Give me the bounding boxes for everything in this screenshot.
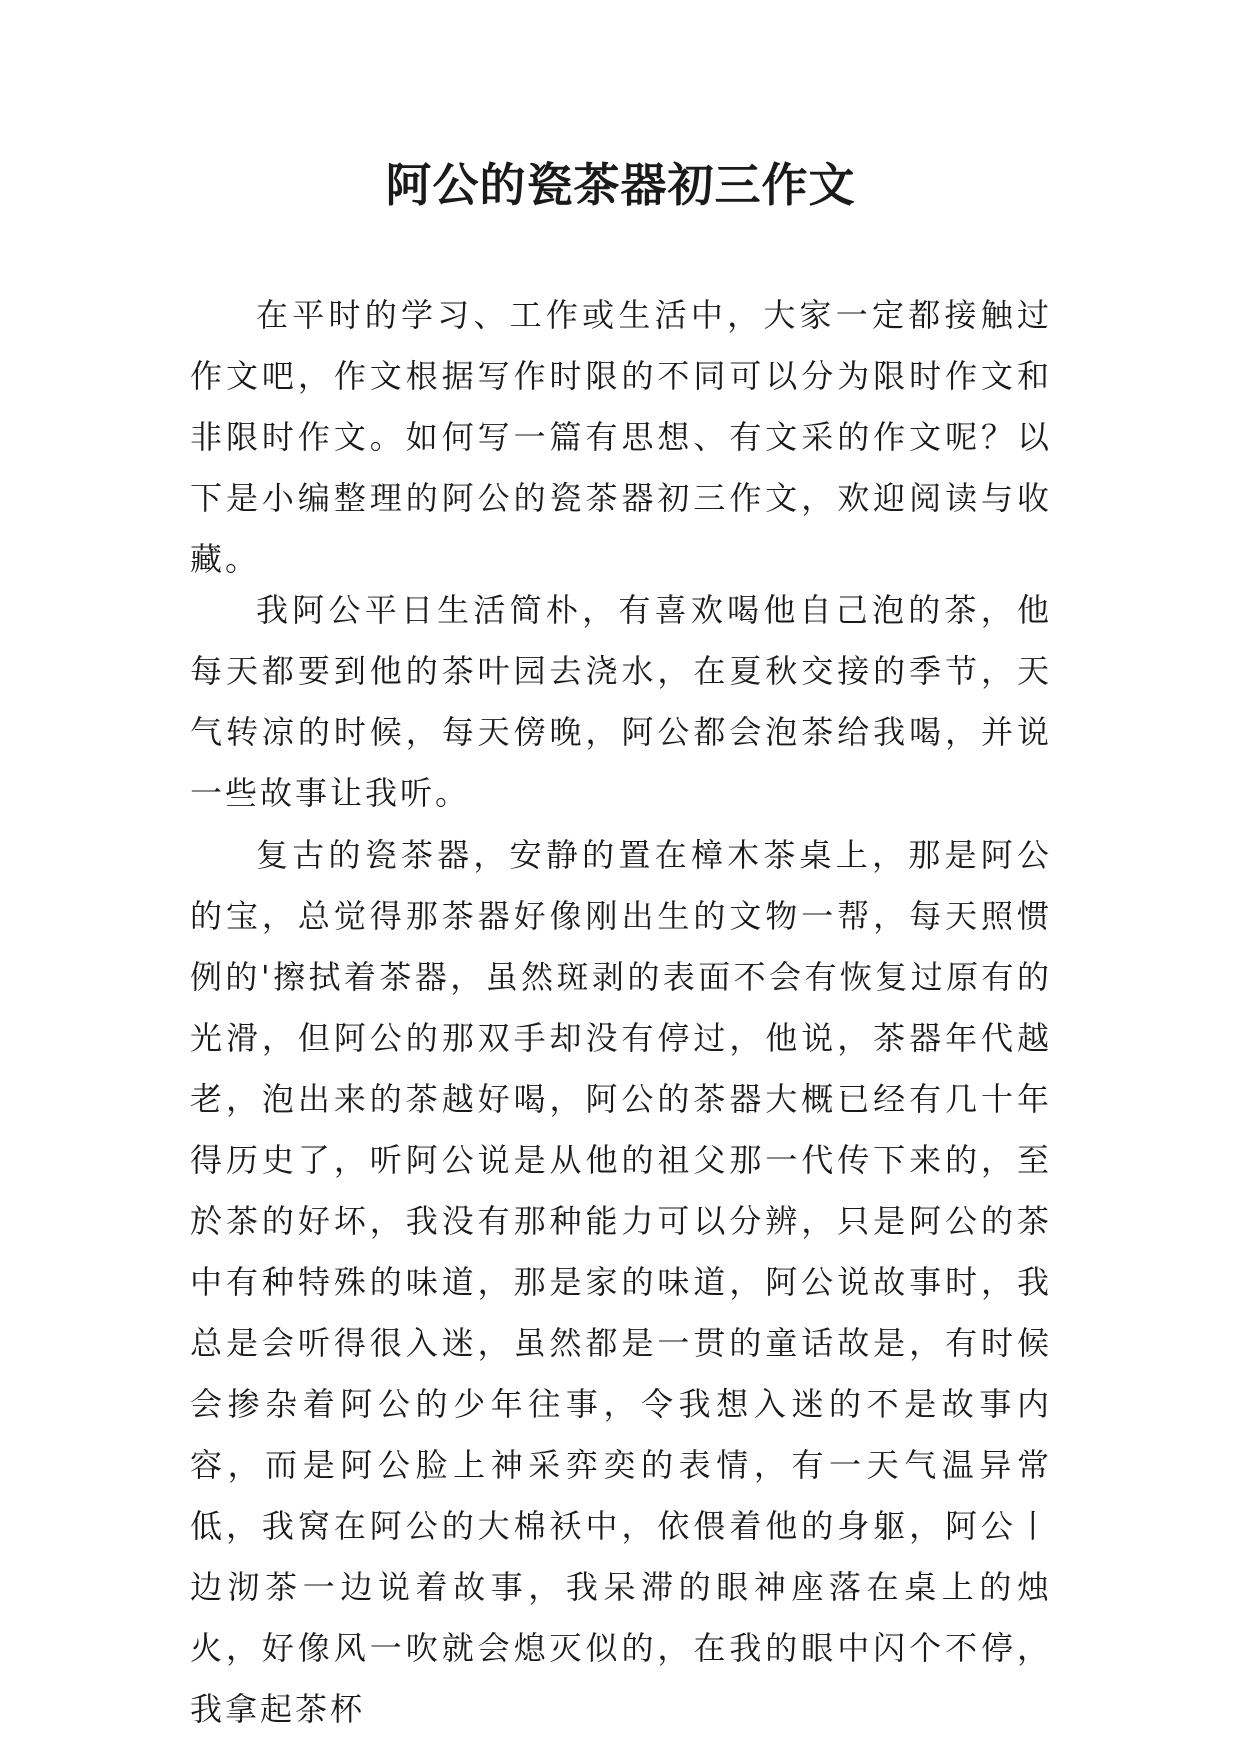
body-paragraph-2: 复古的瓷茶器，安静的置在樟木茶桌上，那是阿公的宝，总觉得那茶器好像刚出生的文物一帮，每天照惯例的'擦拭着茶器，虽然斑剥的表面不会有恢复过原有的光滑，但阿公的那双手却没有停过，他说，茶器年代越老，泡出来的茶越好喝，阿公的茶器大概已经有几十年得历史了，听阿公说是从他的祖父那一代传下来的，至於茶的好坏，我没有那种能力可以分辨，只是阿公的茶中有种特殊的味道，那是家的味道，阿公说故事时，我总是会听得很入迷，虽然都是一贯的童话故是，有时候会掺杂着阿公的少年往事，令我想入迷的不是故事内容，而是阿公脸上神采弈奕的表情，有一天气温异常低，我窝在阿公的大棉袄中，依偎着他的身躯，阿公丨边沏茶一边说着故事，我呆滞的眼神座落在桌上的烛火，好像风一吹就会熄灭似的，在我的眼中闪个不停，我拿起茶杯	[190, 836, 1052, 1728]
intro-paragraph: 在平时的学习、工作或生活中，大家一定都接触过作文吧，作文根据写作时限的不同可以分为限时作文和非限时作文。如何写一篇有思想、有文采的作文呢？以下是小编整理的阿公的瓷茶器初三作文，欢迎阅读与收藏。	[190, 296, 1052, 578]
body-paragraph-1: 我阿公平日生活简朴，有喜欢喝他自己泡的茶，他每天都要到他的茶叶园去浇水，在夏秋交接的季节，天气转凉的时候，每天傍晚，阿公都会泡茶给我喝，并说一些故事让我听。	[190, 591, 1052, 812]
page-title: 阿公的瓷茶器初三作文	[385, 158, 856, 212]
